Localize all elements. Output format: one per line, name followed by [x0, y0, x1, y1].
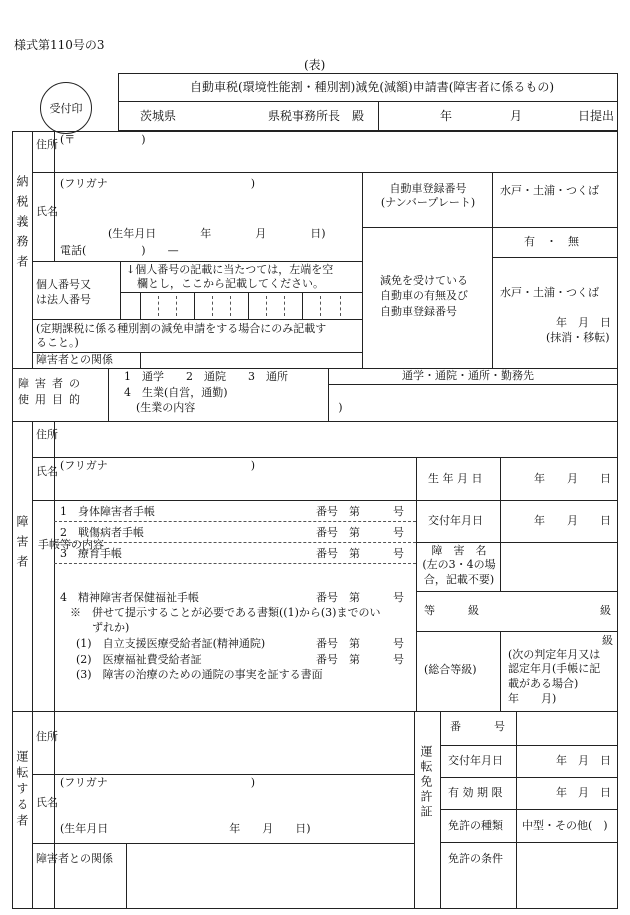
handbook-label: 手帳等の内容 [38, 538, 104, 551]
purpose-line1[interactable]: 1 通学 2 通院 3 通所 [124, 370, 288, 383]
grade-label: 等 級 [424, 604, 479, 617]
license-section-label: 運転免許証 [419, 745, 433, 820]
subitem-number-1[interactable]: 番号 第 号 [316, 637, 404, 650]
judgment-ym[interactable]: 年 月) [508, 692, 557, 705]
driver-relation-field[interactable] [130, 846, 410, 904]
exemption-label: 減免を受けている 自動車の有無及び 自動車登録番号 [380, 274, 468, 318]
handbook-number-3[interactable]: 番号 第 号 [316, 547, 404, 560]
taxpayer-phone[interactable]: 電話( ) — [60, 244, 179, 257]
license-issue-value[interactable]: 年 月 日 [556, 754, 611, 767]
handbook-item-2[interactable]: 2 戦傷病者手帳 [60, 526, 144, 539]
disabled-name-field[interactable] [60, 474, 410, 496]
omote-label: (表) [304, 58, 326, 72]
driver-address-label: 住所 [36, 730, 58, 743]
reception-stamp [40, 82, 92, 134]
disability-name-field[interactable] [504, 545, 614, 587]
license-condition-field[interactable] [520, 845, 614, 905]
purpose-label: 障害者の 使用目的 [18, 377, 86, 406]
teiki-note: (定期課税に係る種別割の減免申請をする場合にのみ記載す ること。) [36, 322, 327, 350]
reg-number-value[interactable]: 水戸・土浦・つくば [500, 184, 599, 197]
driver-name-field[interactable] [60, 792, 410, 820]
exemption-cancel: (抹消・移転) [546, 331, 610, 344]
purpose-line2[interactable]: 4 生業(自営，通勤) [124, 386, 228, 399]
subitem-number-2[interactable]: 番号 第 号 [316, 653, 404, 666]
taxpayer-address-label: 住所 [36, 138, 58, 151]
date-day: 日提出 [578, 109, 615, 123]
relation-field[interactable] [144, 353, 358, 367]
disabled-name-label: 氏名 [36, 465, 58, 478]
total-grade-label: (総合等級) [424, 663, 477, 676]
license-issue-label: 交付年月日 [448, 754, 503, 767]
destination-label: 通学・通院・通所・勤務先 [402, 369, 534, 382]
stamp-label: 受付印 [49, 102, 83, 115]
driver-address-field[interactable] [60, 716, 410, 770]
issue-date-value[interactable]: 年 月 日 [534, 514, 611, 527]
subitem-2[interactable]: (2) 医療福祉費受給者証 [76, 653, 202, 666]
handbook-item-1[interactable]: 1 身体障害者手帳 [60, 505, 155, 518]
license-type-value[interactable]: 中型・その他( ) [522, 819, 608, 832]
subitem-1[interactable]: (1) 自立支援医療受給者証(精神通院) [76, 637, 266, 650]
taxpayer-furigana: (フリガナ ) [60, 177, 256, 190]
exemption-ymd: 年 月 日 [556, 316, 611, 329]
driver-relation-label: 障害者との関係 [36, 852, 113, 865]
license-condition-label: 免許の条件 [448, 852, 503, 865]
license-type-label: 免許の種類 [448, 819, 503, 832]
handbook-item-4[interactable]: 4 精神障害者保健福祉手帳 [60, 591, 199, 604]
grade-value[interactable]: 級 [600, 604, 611, 617]
subitem-3[interactable]: (3) 障害の治療のための通院の事実を証する書面 [76, 668, 323, 681]
form-number: 様式第110号の3 [14, 38, 105, 52]
taxpayer-birth: (生年月日 年 月 日) [108, 227, 326, 240]
license-expiry-value[interactable]: 年 月 日 [556, 786, 611, 799]
disabled-section-label: 障害者 [15, 515, 29, 575]
disabled-address-field[interactable] [60, 426, 612, 452]
date-year: 年 [440, 109, 453, 123]
taxpayer-name-label: 氏名 [36, 205, 58, 218]
driver-section-label: 運転する者 [15, 750, 29, 830]
handbook-number-2[interactable]: 番号 第 号 [316, 526, 404, 539]
reg-number-label: 自動車登録番号 (ナンバープレート) [380, 182, 476, 209]
date-month: 月 [510, 109, 523, 123]
issue-date-label: 交付年月日 [428, 514, 483, 527]
taxpayer-address-field[interactable] [62, 147, 612, 167]
exemption-reg-value[interactable]: 水戸・土浦・つくば [500, 286, 599, 299]
mynumber-note: ↓個人番号の記載に当たつては，左端を空 欄とし，ここから記載してください。 [126, 263, 334, 291]
driver-name-label: 氏名 [36, 796, 58, 809]
addressee-pref: 茨城県 [140, 109, 177, 123]
disabled-address-label: 住所 [36, 428, 58, 441]
total-grade-value[interactable]: 級 [602, 634, 613, 647]
handbook-number-4[interactable]: 番号 第 号 [316, 591, 404, 604]
destination-field[interactable] [332, 387, 614, 417]
form-title: 自動車税(環境性能割・種別割)減免(減額)申請書(障害者に係るもの) [190, 80, 555, 94]
driver-birth: (生年月日 年 月 日) [60, 822, 311, 835]
license-number-label: 番 号 [450, 720, 505, 733]
handbook-number-1[interactable]: 番号 第 号 [316, 505, 404, 518]
exemption-yes-no[interactable]: 有 ・ 無 [524, 235, 579, 248]
taxpayer-postal: (〒 ) [60, 133, 146, 146]
driver-furigana: (フリガナ ) [60, 776, 256, 789]
birth-date-value[interactable]: 年 月 日 [534, 472, 611, 485]
handbook-item-3[interactable]: 3 療育手帳 [60, 547, 122, 560]
disabled-furigana: (フリガナ ) [60, 459, 256, 472]
birth-date-label: 生 年 月 日 [428, 472, 483, 485]
judgment-note: (次の判定年月又は 認定年月(手帳に記 載がある場合) [508, 648, 601, 690]
disability-name-label: 障 害 名 (左の3・4の場 合，記載不要) [422, 544, 496, 586]
handbook-note: ※ 併せて提示することが必要である書類((1)から(3)までのい ずれか) [70, 606, 381, 634]
taxpayer-section-label: 納税義務者 [15, 175, 29, 275]
license-expiry-label: 有 効 期 限 [448, 786, 503, 799]
mynumber-input[interactable] [122, 293, 360, 318]
license-number-field[interactable] [520, 714, 614, 742]
purpose-line3: (生業の内容 ) [136, 401, 343, 414]
mynumber-label: 個人番号又 は法人番号 [36, 278, 91, 307]
relation-label: 障害者との関係 [36, 353, 113, 366]
taxpayer-name-field[interactable] [62, 193, 352, 223]
addressee-office: 県税事務所長 殿 [268, 109, 365, 123]
